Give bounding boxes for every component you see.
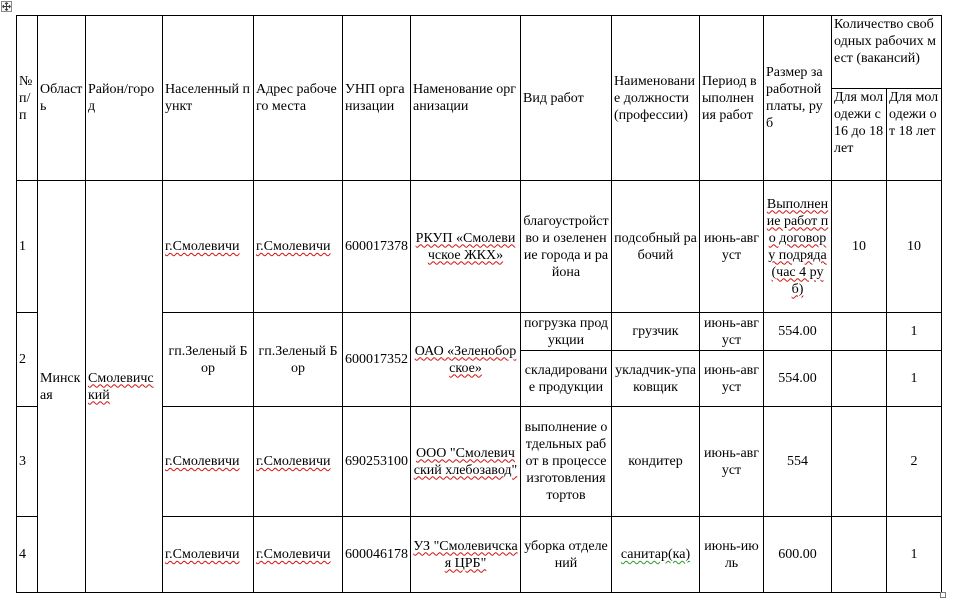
row-num: 1 — [17, 181, 38, 313]
table-move-handle-icon[interactable] — [1, 1, 12, 12]
org-cell: УЗ "Смолевичская ЦРБ" — [411, 517, 521, 593]
locality-cell: г.Смолевичи — [163, 517, 254, 593]
header-address: Адрес рабочего места — [254, 16, 343, 181]
salary-cell: 600.00 — [764, 517, 832, 593]
row-num: 4 — [17, 517, 38, 593]
work-cell: погрузка продукции — [521, 313, 612, 351]
org-cell: ОАО «Зеленоборское» — [411, 313, 521, 407]
salary-cell: Выполнение работ по договору подряда (час 4 руб) — [764, 181, 832, 313]
header-row — [17, 16, 942, 89]
locality-cell: гп.Зеленый Бор — [163, 313, 254, 407]
table-row — [17, 181, 942, 313]
period-cell: июнь-август — [700, 181, 764, 313]
header-region: Область — [38, 16, 86, 181]
vacancies-16-18-cell — [832, 517, 887, 593]
position-cell: укладчик-упаковщик — [612, 351, 700, 407]
salary-cell: 554.00 — [764, 351, 832, 407]
work-cell: уборка отделений — [521, 517, 612, 593]
header-unp: УНП организации — [343, 16, 411, 181]
salary-cell: 554 — [764, 407, 832, 517]
header-org: Наменование организации — [411, 16, 521, 181]
address-cell: г.Смолевичи — [254, 517, 343, 593]
header-youth-16-18: Для молодежи с 16 до 18 лет — [832, 89, 887, 181]
district-cell: Смолевичский — [86, 181, 163, 593]
header-vacancies: Количество свободных рабочих мест (вакансий) — [832, 16, 942, 89]
header-district: Район/город — [86, 16, 163, 181]
vacancies-18-cell: 1 — [887, 351, 942, 407]
header-period: Период выполнения работ — [700, 16, 764, 181]
org-cell: РКУП «Смолевичское ЖКХ» — [411, 181, 521, 313]
vacancies-16-18-cell — [832, 407, 887, 517]
position-cell: грузчик — [612, 313, 700, 351]
locality-cell: г.Смолевичи — [163, 181, 254, 313]
period-cell: июнь-август — [700, 407, 764, 517]
header-youth-18: Для молодежи от 18 лет — [887, 89, 942, 181]
vacancies-16-18-cell — [832, 351, 887, 407]
header-salary: Размер заработной платы, руб — [764, 16, 832, 181]
header-locality: Населенный пункт — [163, 16, 254, 181]
salary-cell: 554.00 — [764, 313, 832, 351]
period-cell: июнь-август — [700, 351, 764, 407]
vacancies-18-cell: 1 — [887, 313, 942, 351]
header-work: Вид работ — [521, 16, 612, 181]
table-resize-handle[interactable] — [940, 592, 946, 598]
vacancies-16-18-cell — [832, 313, 887, 351]
row-num: 2 — [17, 313, 38, 407]
unp-cell: 690253100 — [343, 407, 411, 517]
vacancies-18-cell: 1 — [887, 517, 942, 593]
vacancies-16-18-cell: 10 — [832, 181, 887, 313]
header-position: Наименование должности (профессии) — [612, 16, 700, 181]
vacancies-table — [16, 15, 942, 593]
address-cell: гп.Зеленый Бор — [254, 313, 343, 407]
position-cell: кондитер — [612, 407, 700, 517]
work-cell: благоустройство и озеленение города и района — [521, 181, 612, 313]
work-cell: складирование продукции — [521, 351, 612, 407]
address-cell: г.Смолевичи — [254, 181, 343, 313]
unp-cell: 600017352 — [343, 313, 411, 407]
position-cell: санитар(ка) — [612, 517, 700, 593]
header-num: № п/п — [17, 16, 38, 181]
vacancies-18-cell: 10 — [887, 181, 942, 313]
period-cell: июнь-август — [700, 313, 764, 351]
work-cell: выполнение отдельных работ в процессе изготовления тортов — [521, 407, 612, 517]
period-cell: июнь-июль — [700, 517, 764, 593]
org-cell: ООО "Смолевичский хлебозавод" — [411, 407, 521, 517]
vacancies-18-cell: 2 — [887, 407, 942, 517]
address-cell: г.Смолевичи — [254, 407, 343, 517]
unp-cell: 600017378 — [343, 181, 411, 313]
position-cell: подсобный рабочий — [612, 181, 700, 313]
locality-cell: г.Смолевичи — [163, 407, 254, 517]
region-cell: Минская — [38, 181, 86, 593]
row-num: 3 — [17, 407, 38, 517]
unp-cell: 600046178 — [343, 517, 411, 593]
